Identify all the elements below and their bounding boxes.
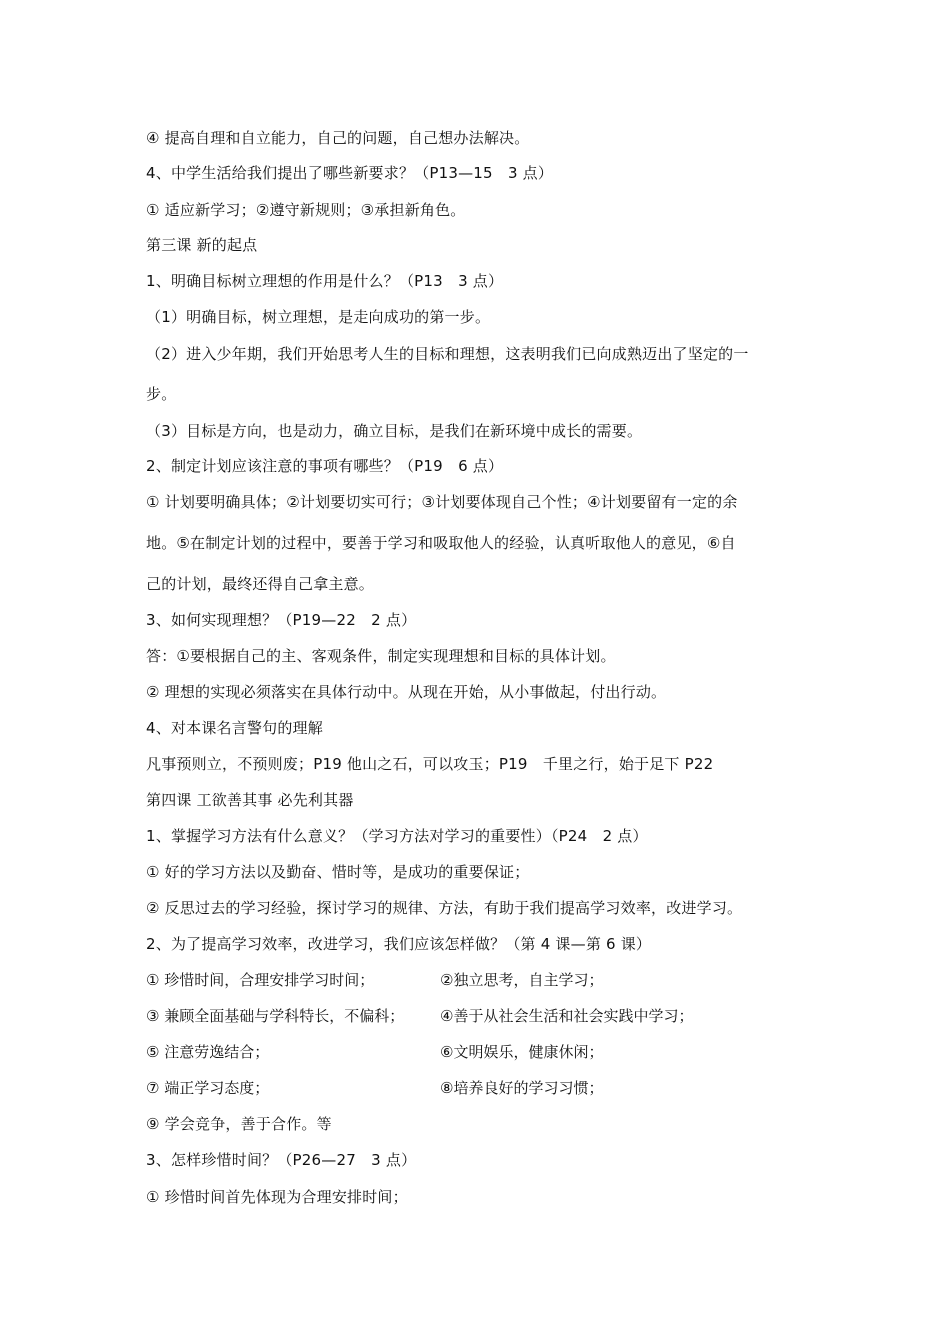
question-heading: 4、中学生活给我们提出了哪些新要求？（P13—15 3 点）: [146, 164, 554, 182]
lesson-title: 第三课 新的起点: [146, 236, 258, 254]
list-item: ④善于从社会生活和社会实践中学习；: [440, 1007, 694, 1025]
text-line: （3）目标是方向，也是动力，确立目标，是我们在新环境中成长的需要。: [146, 422, 643, 440]
text-line: ⑨ 学会竞争，善于合作。等: [146, 1115, 332, 1133]
text-line: ② 理想的实现必须落实在具体行动中。从现在开始，从小事做起，付出行动。: [146, 683, 667, 701]
text-line: 步。: [146, 385, 177, 403]
text-line: ① 珍惜时间首先体现为合理安排时间；: [146, 1188, 408, 1206]
list-item: ②独立思考，自主学习；: [440, 971, 604, 989]
text-line: 凡事预则立，不预则废；P19 他山之石，可以攻玉；P19 千里之行，始于足下 P22: [146, 755, 714, 773]
list-item: ⑤ 注意劳逸结合；: [146, 1043, 270, 1061]
list-item: ⑥文明娱乐，健康休闲；: [440, 1043, 604, 1061]
question-heading: 4、对本课名言警句的理解: [146, 719, 323, 737]
list-item: ⑧培养良好的学习习惯；: [440, 1079, 604, 1097]
question-heading: 2、为了提高学习效率，改进学习，我们应该怎样做？（第 4 课—第 6 课）: [146, 935, 652, 953]
text-line: 答：①要根据自己的主、客观条件，制定实现理想和目标的具体计划。: [146, 647, 616, 665]
text-line: 地。⑤在制定计划的过程中，要善于学习和吸取他人的经验，认真听取他人的意见，⑥自: [146, 534, 736, 552]
question-heading: 3、怎样珍惜时间？（P26—27 3 点）: [146, 1151, 417, 1169]
question-heading: 1、掌握学习方法有什么意义？（学习方法对学习的重要性）（P24 2 点）: [146, 827, 648, 845]
text-line: ② 反思过去的学习经验，探讨学习的规律、方法，有助于我们提高学习效率，改进学习。: [146, 899, 743, 917]
text-line: （1）明确目标，树立理想，是走向成功的第一步。: [146, 308, 491, 326]
lesson-title: 第四课 工欲善其事 必先利其器: [146, 791, 354, 809]
question-heading: 3、如何实现理想？（P19—22 2 点）: [146, 611, 417, 629]
text-line: ④ 提高自理和自立能力，自己的问题，自己想办法解决。: [146, 129, 530, 147]
list-item: ① 珍惜时间，合理安排学习时间；: [146, 971, 375, 989]
text-line: （2）进入少年期，我们开始思考人生的目标和理想，这表明我们已向成熟迈出了坚定的一: [146, 345, 749, 363]
list-item: ⑦ 端正学习态度；: [146, 1079, 270, 1097]
text-line: ① 计划要明确具体；②计划要切实可行；③计划要体现自己个性；④计划要留有一定的余: [146, 493, 738, 511]
text-line: ① 适应新学习；②遵守新规则；③承担新角色。: [146, 201, 466, 219]
text-line: 己的计划，最终还得自己拿主意。: [146, 575, 375, 593]
question-heading: 1、明确目标树立理想的作用是什么？（P13 3 点）: [146, 272, 504, 290]
text-line: ① 好的学习方法以及勤奋、惜时等，是成功的重要保证；: [146, 863, 530, 881]
question-heading: 2、制定计划应该注意的事项有哪些？（P19 6 点）: [146, 457, 504, 475]
list-item: ③ 兼顾全面基础与学科特长，不偏科；: [146, 1007, 405, 1025]
